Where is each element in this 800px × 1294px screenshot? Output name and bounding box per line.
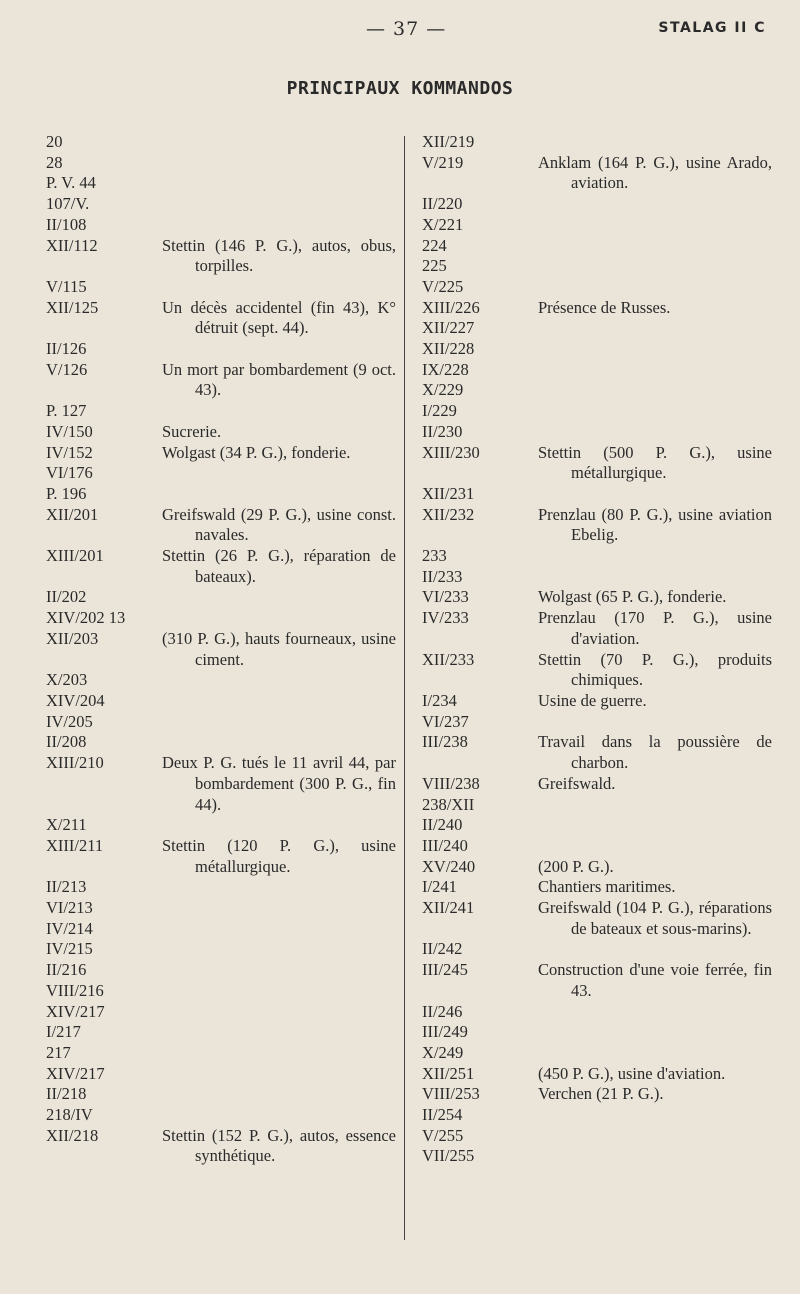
kommando-code: IV/214: [46, 918, 93, 938]
kommando-note: Prenzlau (170 P. G.), usine d'aviation.: [538, 608, 772, 648]
kommando-code: 225: [422, 256, 447, 276]
kommando-code: XII/228: [422, 339, 475, 359]
kommando-code: IX/228: [422, 359, 469, 379]
kommando-code: XIII/210: [46, 753, 104, 773]
kommando-entry: [46, 215, 396, 236]
kommando-entry: [422, 401, 772, 422]
kommando-code: III/245: [422, 960, 468, 980]
kommando-code: IV/152: [46, 442, 93, 462]
page-number: — 37 —: [366, 18, 447, 40]
kommando-code: II/240: [422, 815, 463, 835]
kommando-entry: [46, 173, 396, 194]
kommando-entry: [46, 194, 396, 215]
right-column: [422, 132, 772, 1167]
kommando-note: [162, 153, 396, 174]
kommando-note: Greifswald.: [538, 773, 616, 793]
kommando-entry: [422, 153, 772, 194]
kommando-entry: [422, 877, 772, 898]
running-head: STALAG II C: [658, 20, 766, 36]
kommando-note: Chantiers maritimes.: [538, 877, 676, 897]
kommando-code: X/203: [46, 670, 88, 690]
kommando-code: XIV/217: [46, 1001, 105, 1021]
kommando-entry: [422, 236, 772, 257]
kommando-code: XII/218: [46, 1125, 99, 1145]
kommando-note: Anklam (164 P. G.), usine Arado, aviation.: [538, 152, 772, 193]
kommando-entry: [46, 1022, 396, 1043]
kommando-note: Stettin (26 P. G.), réparation de bateaux).: [162, 546, 396, 586]
kommando-code: XII/203: [46, 628, 99, 648]
kommando-note: Construction d'une voie ferrée, fin 43.: [538, 960, 772, 1000]
kommando-code: II/202: [46, 587, 87, 607]
kommando-code: V/255: [422, 1125, 464, 1145]
kommando-note: [538, 712, 772, 733]
kommando-note: [538, 546, 772, 567]
kommando-entry: [422, 608, 772, 649]
kommando-entry: [422, 815, 772, 836]
kommando-entry: [46, 132, 396, 153]
kommando-code: VII/255: [422, 1146, 475, 1166]
kommando-note: [538, 339, 772, 360]
kommando-entry: [46, 1064, 396, 1085]
kommando-code: V/219: [422, 152, 464, 172]
kommando-note: [162, 608, 396, 629]
kommando-note: [162, 401, 396, 422]
kommando-note: Greifswald (29 P. G.), usine const. navales.: [162, 504, 396, 545]
kommando-entry: [46, 298, 396, 339]
kommando-code: II/242: [422, 939, 463, 959]
kommando-note: Stettin (500 P. G.), usine métallurgique.: [538, 442, 772, 483]
kommando-entry: [422, 795, 772, 816]
kommando-code: II/216: [46, 960, 87, 980]
kommando-entry: [422, 194, 772, 215]
kommando-entry: [422, 256, 772, 277]
kommando-entry: [46, 960, 396, 981]
page-title: PRINCIPAUX KOMMANDOS: [286, 78, 514, 99]
kommando-entry: [422, 298, 772, 319]
kommando-entry: [422, 318, 772, 339]
kommando-note: [538, 836, 772, 857]
kommando-entry: [46, 587, 396, 608]
kommando-code: XV/240: [422, 856, 476, 876]
kommando-entry: [46, 939, 396, 960]
kommando-code: XIII/211: [46, 835, 104, 855]
kommando-entry: [422, 215, 772, 236]
kommando-note: [538, 380, 772, 401]
kommando-code: I/234: [422, 690, 457, 710]
kommando-note: [162, 194, 396, 215]
kommando-code: 20: [46, 132, 63, 151]
kommando-entry: [422, 836, 772, 857]
kommando-note: [538, 567, 772, 588]
kommando-entry: [46, 732, 396, 753]
kommando-entry: [46, 443, 396, 464]
kommando-note: [538, 795, 772, 816]
kommando-code: X/221: [422, 214, 464, 234]
kommando-entry: [422, 774, 772, 795]
kommando-entry: [46, 236, 396, 277]
kommando-entry: [46, 670, 396, 691]
kommando-note: Stettin (152 P. G.), autos, essence synthétique.: [162, 1125, 396, 1166]
kommando-code: P. 127: [46, 401, 87, 421]
kommando-code: XIII/226: [422, 297, 480, 317]
kommando-note: [162, 691, 396, 712]
kommando-note: Sucrerie.: [162, 421, 222, 441]
kommando-code: V/225: [422, 276, 464, 296]
kommando-code: XII/231: [422, 483, 475, 503]
kommando-note: [162, 919, 396, 940]
kommando-entry: [46, 691, 396, 712]
kommando-note: Un décès accidentel (fin 43), K° détruit (sept. 44).: [162, 297, 396, 338]
kommando-entry: [422, 960, 772, 1001]
kommando-note: Présence de Russes.: [538, 297, 671, 317]
kommando-code: IV/205: [46, 711, 93, 731]
kommando-entry: [46, 1002, 396, 1023]
kommando-entry: [46, 877, 396, 898]
kommando-entry: [46, 753, 396, 815]
kommando-entry: [46, 608, 396, 629]
kommando-note: [538, 360, 772, 381]
kommando-note: [538, 215, 772, 236]
kommando-note: [162, 277, 396, 298]
kommando-code: XIII/230: [422, 442, 480, 462]
kommando-entry: [422, 380, 772, 401]
kommando-entry: [46, 1126, 396, 1167]
kommando-entry: [422, 277, 772, 298]
kommando-code: P. 196: [46, 483, 87, 503]
kommando-entry: [422, 505, 772, 546]
kommando-note: [162, 939, 396, 960]
kommando-code: 238/XII: [422, 794, 475, 814]
kommando-note: [538, 815, 772, 836]
kommando-code: VI/213: [46, 898, 93, 918]
kommando-entry: [422, 443, 772, 484]
kommando-code: II/246: [422, 1001, 463, 1021]
kommando-note: [162, 484, 396, 505]
kommando-code: IV/215: [46, 939, 93, 959]
kommando-entry: [422, 339, 772, 360]
kommando-note: [538, 401, 772, 422]
kommando-entry: [422, 857, 772, 878]
kommando-code: IV/150: [46, 421, 93, 441]
kommando-code: II/233: [422, 566, 463, 586]
kommando-note: (450 P. G.), usine d'aviation.: [538, 1063, 726, 1083]
kommando-entry: [422, 546, 772, 567]
kommando-note: [538, 484, 772, 505]
kommando-code: IV/233: [422, 608, 469, 628]
kommando-code: XIV/204: [46, 690, 105, 710]
kommando-note: Usine de guerre.: [538, 690, 647, 710]
kommando-entry: [422, 732, 772, 773]
kommando-code: XII/219: [422, 132, 475, 151]
kommando-code: 28: [46, 152, 63, 172]
kommando-code: V/115: [46, 276, 87, 296]
kommando-note: Greifswald (104 P. G.), réparations de bateaux et sous-marins).: [538, 898, 772, 938]
kommando-entry: [422, 712, 772, 733]
kommando-code: XII/227: [422, 318, 475, 338]
column-divider: [404, 136, 405, 1240]
kommando-note: [538, 132, 772, 153]
kommando-entry: [46, 629, 396, 670]
kommando-entry: [46, 360, 396, 401]
kommando-entry: [46, 898, 396, 919]
kommando-entry: [422, 567, 772, 588]
kommando-code: P. V. 44: [46, 173, 96, 193]
kommando-note: Stettin (70 P. G.), produits chimiques.: [538, 649, 772, 690]
kommando-entry: [422, 939, 772, 960]
kommando-note: [538, 236, 772, 257]
kommando-code: II/218: [46, 1084, 87, 1104]
kommando-note: [162, 960, 396, 981]
kommando-entry: [422, 1084, 772, 1105]
kommando-code: VI/176: [46, 463, 93, 483]
kommando-entry: [422, 1022, 772, 1043]
kommando-code: 224: [422, 235, 447, 255]
kommando-entry: [46, 1043, 396, 1064]
kommando-code: X/249: [422, 1042, 464, 1062]
kommando-note: [162, 815, 396, 836]
kommando-note: Wolgast (34 P. G.), fonderie.: [162, 442, 351, 462]
kommando-code: X/229: [422, 380, 464, 400]
kommando-note: [162, 1002, 396, 1023]
kommando-code: 218/IV: [46, 1105, 93, 1125]
kommando-code: VIII/253: [422, 1084, 480, 1104]
kommando-entry: [422, 1126, 772, 1147]
kommando-entry: [422, 587, 772, 608]
kommando-note: Stettin (146 P. G.), autos, obus, torpilles.: [162, 235, 396, 276]
kommando-code: XII/241: [422, 898, 475, 918]
kommando-code: XII/251: [422, 1063, 475, 1083]
kommando-entry: [46, 919, 396, 940]
kommando-note: [162, 1043, 396, 1064]
kommando-note: [162, 981, 396, 1002]
kommando-note: [538, 1105, 772, 1126]
kommando-note: [162, 215, 396, 236]
kommando-code: XIII/201: [46, 546, 104, 566]
kommando-code: I/241: [422, 877, 457, 897]
kommando-note: [162, 1084, 396, 1105]
kommando-entry: [422, 132, 772, 153]
kommando-entry: [46, 836, 396, 877]
kommando-code: VIII/238: [422, 773, 480, 793]
kommando-entry: [46, 422, 396, 443]
kommando-entry: [422, 1105, 772, 1126]
kommando-entry: [46, 1084, 396, 1105]
kommando-note: (310 P. G.), hauts fourneaux, usine ciment.: [162, 628, 396, 669]
kommando-code: V/126: [46, 359, 88, 379]
kommando-note: [162, 132, 396, 153]
kommando-entry: [46, 505, 396, 546]
kommando-note: [162, 898, 396, 919]
kommando-code: III/240: [422, 835, 468, 855]
kommando-entry: [46, 981, 396, 1002]
kommando-code: I/229: [422, 401, 457, 421]
kommando-note: [538, 1126, 772, 1147]
kommando-entry: [46, 1105, 396, 1126]
kommando-note: Stettin (120 P. G.), usine métallurgique.: [162, 835, 396, 876]
kommando-note: Verchen (21 P. G.).: [538, 1084, 664, 1104]
kommando-entry: [46, 153, 396, 174]
kommando-note: [538, 1002, 772, 1023]
kommando-entry: [422, 422, 772, 443]
kommando-code: XIV/202 13: [46, 608, 126, 628]
kommando-code: X/211: [46, 815, 87, 835]
kommando-note: [162, 587, 396, 608]
kommando-code: VIII/216: [46, 980, 104, 1000]
kommando-note: [162, 1022, 396, 1043]
kommando-code: 233: [422, 546, 447, 566]
kommando-entry: [46, 463, 396, 484]
kommando-entry: [46, 339, 396, 360]
kommando-entry: [422, 1002, 772, 1023]
kommando-code: VI/233: [422, 587, 469, 607]
kommando-note: [538, 939, 772, 960]
kommando-note: [162, 339, 396, 360]
kommando-note: Travail dans la poussière de charbon.: [538, 732, 772, 773]
kommando-note: [538, 422, 772, 443]
kommando-code: III/249: [422, 1022, 468, 1042]
kommando-entry: [422, 1146, 772, 1167]
kommando-note: (200 P. G.).: [538, 856, 614, 876]
kommando-code: II/220: [422, 194, 463, 214]
kommando-entry: [422, 484, 772, 505]
kommando-entry: [46, 484, 396, 505]
kommando-note: [538, 194, 772, 215]
kommando-entry: [422, 650, 772, 691]
kommando-note: Wolgast (65 P. G.), fonderie.: [538, 587, 727, 607]
kommando-entry: [422, 1064, 772, 1085]
kommando-code: VI/237: [422, 711, 469, 731]
kommando-note: [162, 732, 396, 753]
kommando-code: II/213: [46, 877, 87, 897]
kommando-note: [162, 1064, 396, 1085]
kommando-note: [162, 1105, 396, 1126]
kommando-code: III/238: [422, 732, 468, 752]
kommando-note: [162, 877, 396, 898]
kommando-code: XII/232: [422, 504, 475, 524]
kommando-entry: [46, 401, 396, 422]
kommando-entry: [46, 277, 396, 298]
kommando-code: II/230: [422, 421, 463, 441]
kommando-code: II/254: [422, 1105, 463, 1125]
kommando-code: XII/233: [422, 649, 475, 669]
kommando-code: XII/125: [46, 297, 99, 317]
kommando-note: [538, 256, 772, 277]
kommando-entry: [422, 691, 772, 712]
kommando-entry: [46, 815, 396, 836]
kommando-note: [538, 277, 772, 298]
kommando-note: [162, 463, 396, 484]
kommando-code: XII/201: [46, 504, 99, 524]
kommando-note: [162, 173, 396, 194]
kommando-note: [538, 1146, 772, 1167]
kommando-code: II/208: [46, 732, 87, 752]
left-column: [46, 132, 396, 1167]
kommando-entry: [422, 360, 772, 381]
kommando-code: 107/V.: [46, 194, 90, 214]
kommando-note: [538, 318, 772, 339]
kommando-note: [162, 670, 396, 691]
kommando-code: II/108: [46, 214, 87, 234]
kommando-entry: [422, 1043, 772, 1064]
kommando-note: Deux P. G. tués le 11 avril 44, par bombardement (300 P. G., fin 44).: [162, 753, 396, 814]
kommando-note: Prenzlau (80 P. G.), usine aviation Ebelig.: [538, 504, 772, 545]
kommando-code: II/126: [46, 339, 87, 359]
kommando-note: [162, 712, 396, 733]
kommando-entry: [46, 712, 396, 733]
kommando-code: 217: [46, 1042, 71, 1062]
kommando-code: I/217: [46, 1022, 81, 1042]
kommando-entry: [46, 546, 396, 587]
kommando-code: XII/112: [46, 235, 98, 255]
kommando-code: XIV/217: [46, 1063, 105, 1083]
kommando-note: [538, 1022, 772, 1043]
kommando-note: Un mort par bombardement (9 oct. 43).: [162, 359, 396, 400]
kommando-entry: [422, 898, 772, 939]
kommando-note: [538, 1043, 772, 1064]
